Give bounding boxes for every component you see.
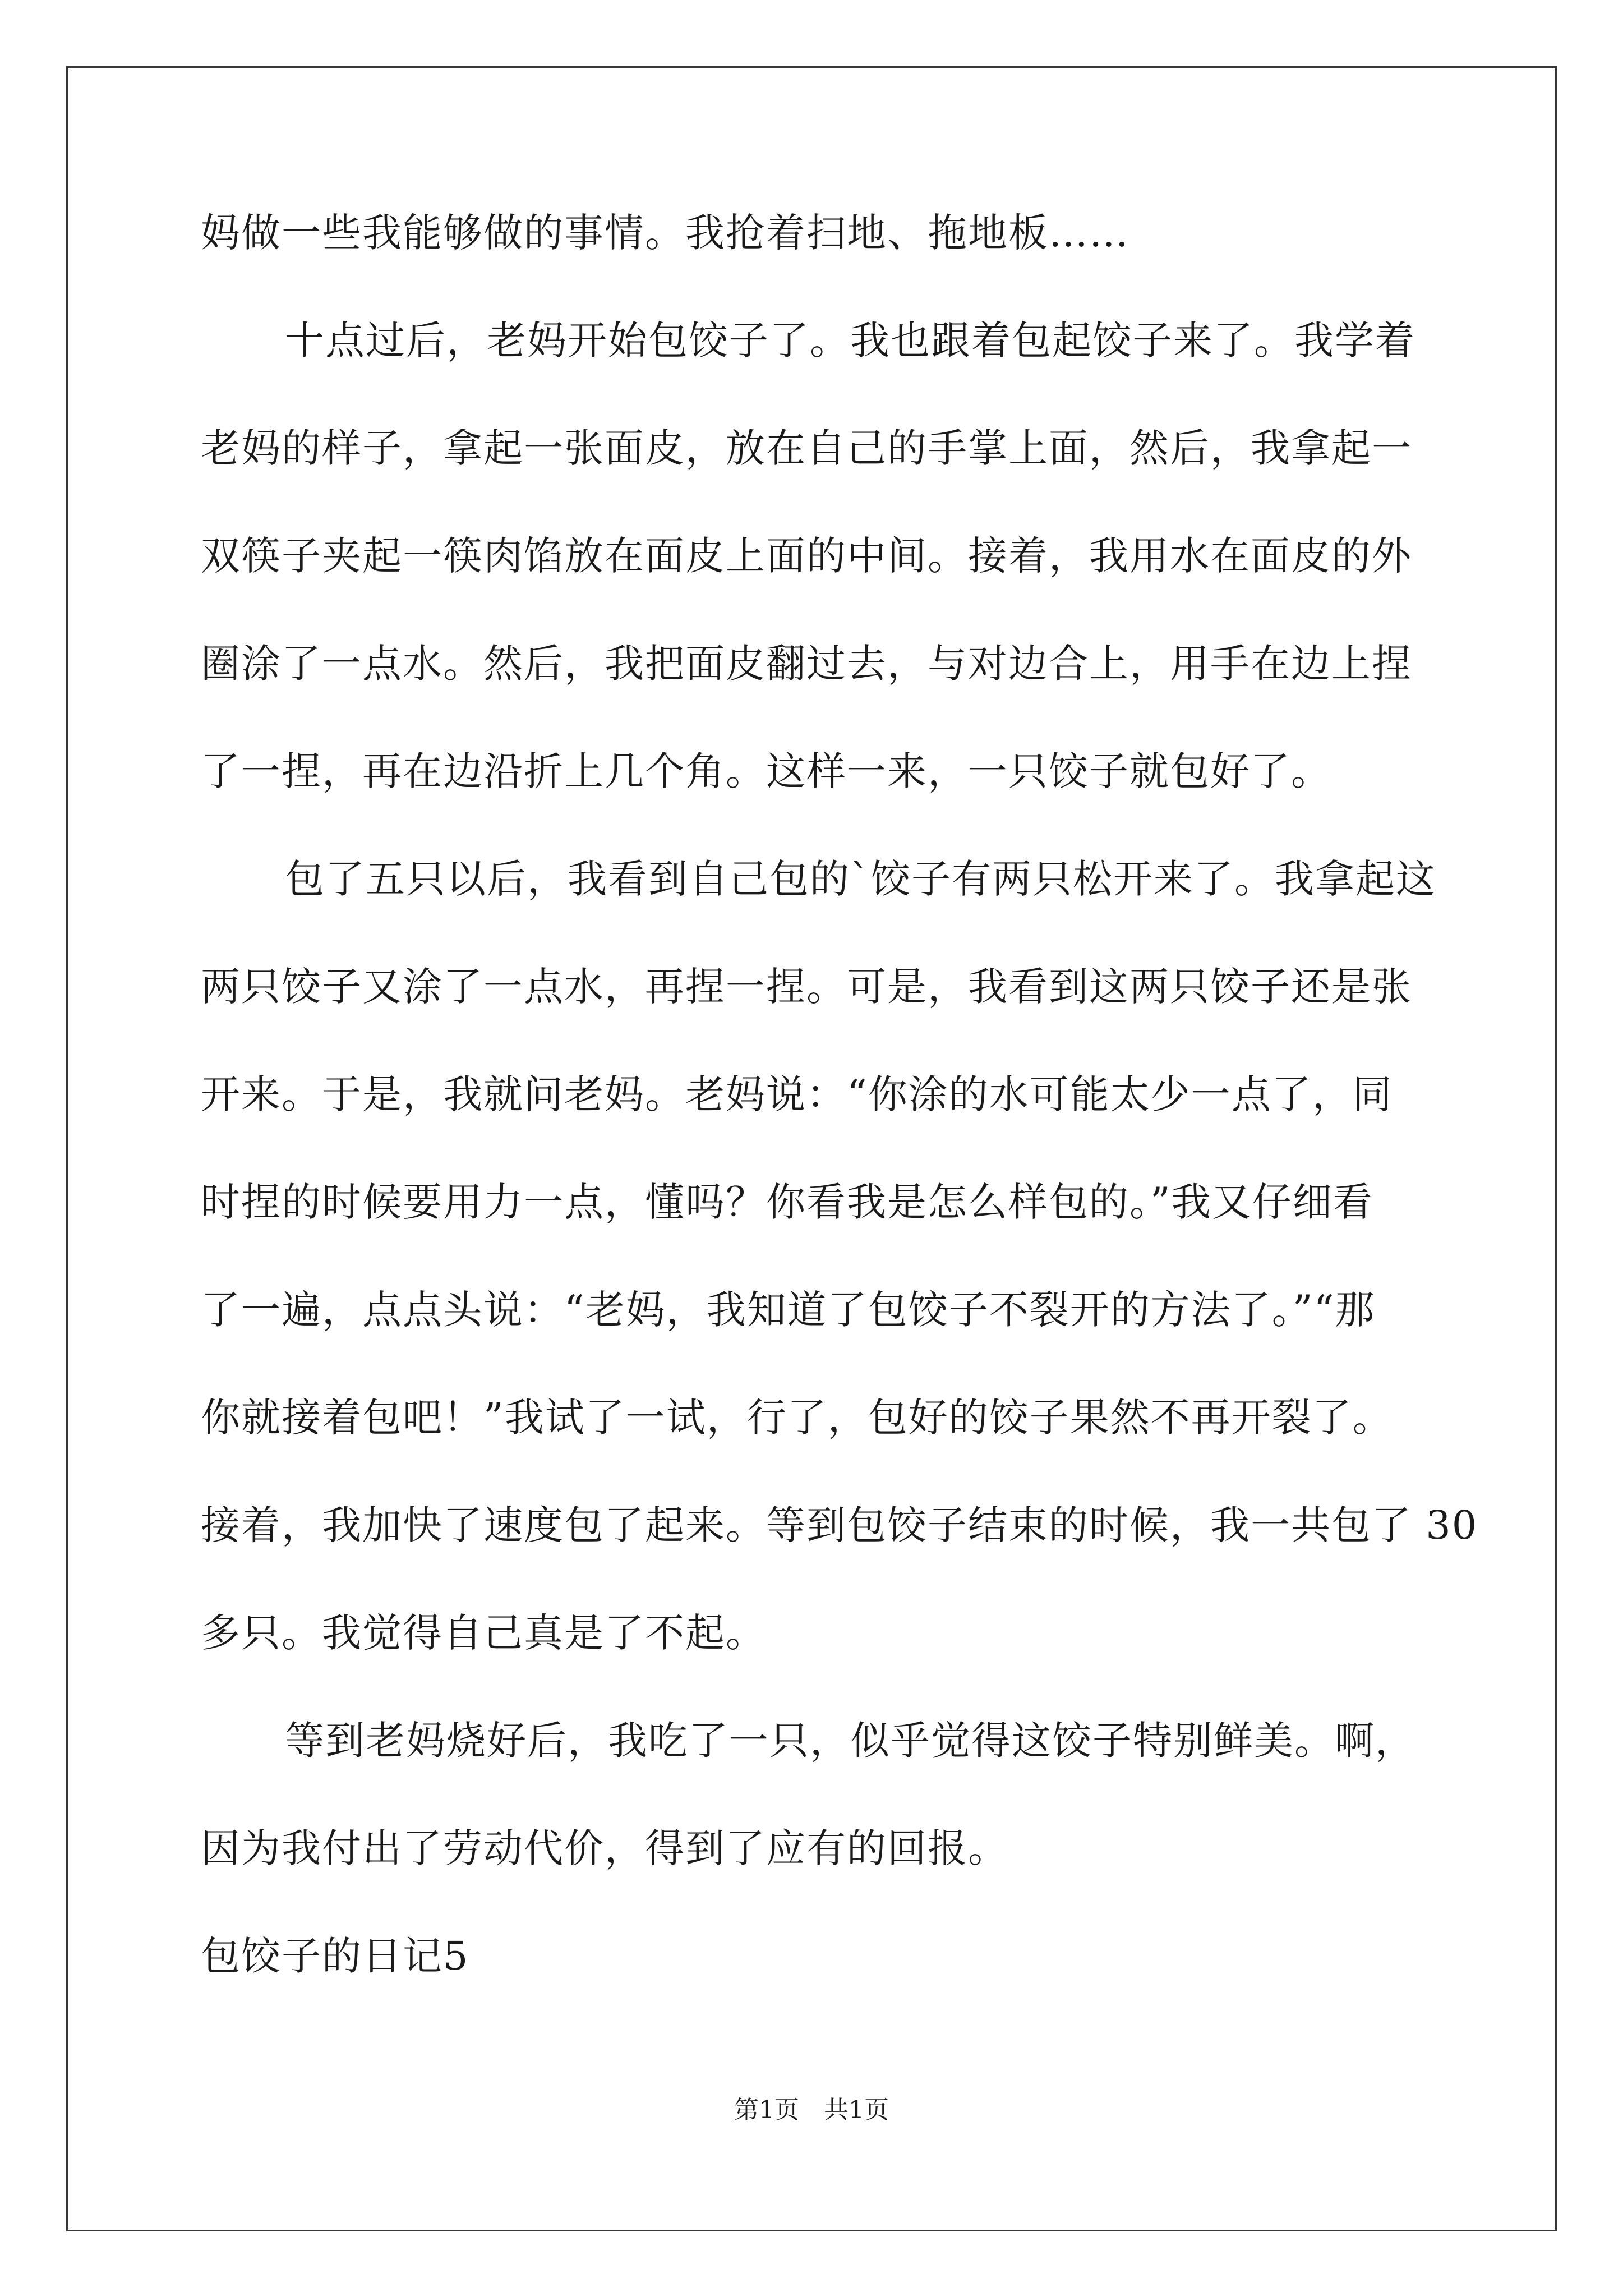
text-line-10: 时捏的时候要用力一点，懂吗？你看我是怎么样包的。”我又仔细看: [201, 1179, 1373, 1225]
document-body: [201, 210, 1478, 2044]
text-line-8: 两只饺子又涂了一点水，再捏一捏。可是，我看到这两只饺子还是张: [201, 964, 1412, 1010]
text-line-1: 妈做一些我能够做的事情。我抢着扫地、拖地板……: [201, 210, 1129, 256]
text-line-9: 开来。于是，我就问老妈。老妈说：“你涂的水可能太少一点了，同: [201, 1071, 1393, 1117]
text-line-7: 包了五只以后，我看到自己包的`饺子有两只松开来了。我拿起这: [285, 856, 1436, 902]
text-line-11: 了一遍，点点头说：“老妈，我知道了包饺子不裂开的方法了。”“那: [201, 1287, 1376, 1333]
text-line-3: 老妈的样子，拿起一张面皮，放在自己的手掌上面，然后，我拿起一: [201, 425, 1412, 471]
text-line-5: 圈涂了一点水。然后，我把面皮翻过去，与对边合上，用手在边上捏: [201, 641, 1412, 687]
text-line-13: 接着，我加快了速度包了起来。等到包饺子结束的时候，我一共包了 30: [201, 1502, 1478, 1548]
text-line-6: 了一捏，再在边沿折上几个角。这样一来，一只饺子就包好了。: [201, 748, 1331, 794]
section-heading: 包饺子的日记5: [201, 1933, 469, 1979]
page-footer: 第1页 共1页: [734, 2096, 889, 2124]
text-line-15: 等到老妈烧好后，我吃了一只，似乎觉得这饺子特别鲜美。啊，: [285, 1718, 1415, 1764]
text-line-14: 多只。我觉得自己真是了不起。: [201, 1610, 766, 1656]
text-line-16: 因为我付出了劳动代价，得到了应有的回报。: [201, 1825, 1008, 1871]
text-line-2: 十点过后，老妈开始包饺子了。我也跟着包起饺子来了。我学着: [285, 318, 1415, 364]
text-line-4: 双筷子夹起一筷肉馅放在面皮上面的中间。接着，我用水在面皮的外: [201, 533, 1412, 579]
text-line-12: 你就接着包吧！”我试了一试，行了，包好的饺子果然不再开裂了。: [201, 1395, 1393, 1441]
